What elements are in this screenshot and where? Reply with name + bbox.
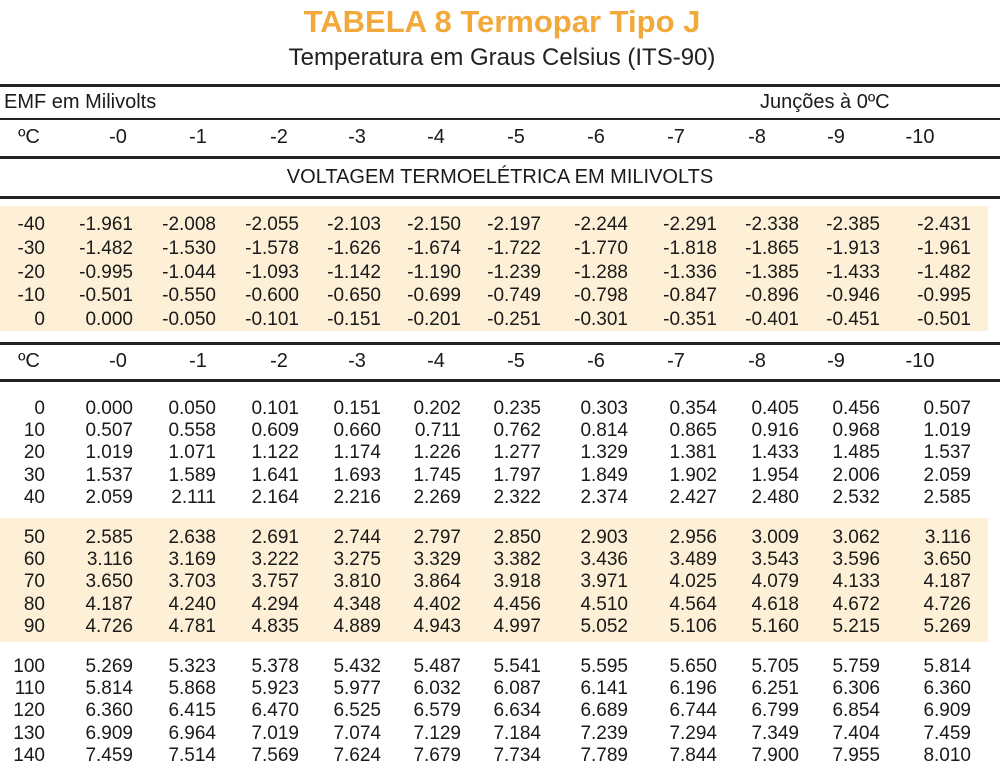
voltage-cell: -0.451 [826,309,880,331]
voltage-cell: 6.415 [168,700,216,722]
voltage-cell: 4.294 [251,593,299,615]
column-header: -0 [109,126,127,148]
voltage-cell: 4.781 [168,615,216,637]
voltage-cell: 3.489 [669,549,717,571]
voltage-cell: -0.600 [245,285,299,307]
voltage-cell: 0.101 [251,398,299,419]
voltage-cell: 2.059 [85,486,133,508]
section-rule [0,196,1000,199]
temperature-cell: 80 [23,593,45,615]
voltage-cell: 7.184 [493,722,541,744]
voltage-cell: 6.909 [923,700,971,722]
temperature-cell: 50 [23,527,45,548]
voltage-cell: -1.578 [245,237,299,259]
voltage-cell: 2.691 [251,527,299,548]
voltage-cell: 3.650 [85,571,133,593]
voltage-cell: 7.294 [669,722,717,744]
voltage-cell: 4.025 [669,571,717,593]
voltage-cell: 5.378 [251,656,299,677]
voltage-cell: 3.009 [751,527,799,548]
voltage-cell: 0.000 [85,398,133,419]
voltage-cell: 0.050 [168,398,216,419]
table-row [0,398,1000,420]
voltage-cell: 5.487 [413,656,461,677]
voltage-cell: 2.480 [751,486,799,508]
voltage-cell: -2.197 [487,214,541,235]
voltage-cell: -1.482 [79,237,133,259]
voltage-cell: 3.810 [333,571,381,593]
voltage-cell: 7.404 [832,722,880,744]
column-header: -2 [270,126,288,148]
voltage-cell: 6.525 [333,700,381,722]
voltage-cell: -1.961 [917,237,971,259]
voltage-cell: 5.432 [333,656,381,677]
voltage-cell: 6.251 [751,678,799,700]
voltage-cell: 5.759 [832,656,880,677]
voltage-cell: 7.955 [832,744,880,766]
voltage-cell: 7.900 [751,744,799,766]
header-rule-3 [0,342,1000,345]
voltage-cell: 7.624 [333,744,381,766]
temperature-cell: 20 [23,442,45,464]
temperature-cell: 10 [23,420,45,442]
voltage-cell: 6.087 [493,678,541,700]
temperature-cell: 0 [34,309,45,331]
voltage-cell: 2.374 [580,486,628,508]
column-header: -6 [587,350,605,372]
voltage-cell: 5.595 [580,656,628,677]
voltage-cell: 4.889 [333,615,381,637]
voltage-cell: -0.798 [574,285,628,307]
voltage-cell: 5.705 [751,656,799,677]
column-header: -3 [348,350,366,372]
voltage-cell: 4.187 [923,571,971,593]
voltage-cell: 1.641 [251,464,299,486]
voltage-cell: 4.564 [669,593,717,615]
voltage-cell: -0.699 [407,285,461,307]
voltage-cell: -1.239 [487,261,541,283]
voltage-cell: 3.971 [580,571,628,593]
temperature-cell: -20 [17,261,45,283]
table-row [0,678,1000,700]
voltage-cell: 6.360 [85,700,133,722]
temperature-cell: 30 [23,464,45,486]
table-row [0,594,1000,616]
table-row [0,616,1000,638]
voltage-cell: -1.722 [487,237,541,259]
column-header: -10 [905,126,935,148]
voltage-cell: 2.744 [333,527,381,548]
voltage-cell: -0.151 [327,309,381,331]
voltage-cell: 1.277 [493,442,541,464]
voltage-cell: 7.789 [580,744,628,766]
voltage-cell: 1.693 [333,464,381,486]
voltage-cell: 4.726 [85,615,133,637]
voltage-cell: 7.074 [333,722,381,744]
column-header: -9 [827,126,845,148]
voltage-cell: 7.844 [669,744,717,766]
voltage-cell: -0.101 [245,309,299,331]
voltage-cell: 1.537 [85,464,133,486]
voltage-cell: 5.541 [493,656,541,677]
voltage-cell: -0.550 [162,285,216,307]
voltage-cell: 0.235 [493,398,541,419]
voltage-cell: 0.303 [580,398,628,419]
voltage-cell: 1.071 [168,442,216,464]
voltage-cell: 0.814 [580,420,628,442]
voltage-cell: -0.749 [487,285,541,307]
column-header: -5 [507,126,525,148]
voltage-cell: 3.329 [413,549,461,571]
voltage-cell: 2.269 [413,486,461,508]
column-header: -8 [748,126,766,148]
voltage-cell: 4.187 [85,593,133,615]
voltage-cell: 7.349 [751,722,799,744]
voltage-cell: -2.431 [917,214,971,235]
voltage-cell: 5.215 [832,615,880,637]
column-header: -1 [189,350,207,372]
table-row [0,309,1000,331]
column-header: -9 [827,350,845,372]
voltage-cell: -2.338 [745,214,799,235]
voltage-cell: 1.745 [413,464,461,486]
voltage-cell: 5.977 [333,678,381,700]
voltage-cell: 0.660 [333,420,381,442]
voltage-cell: 4.618 [751,593,799,615]
voltage-cell: 1.537 [923,442,971,464]
voltage-cell: 3.650 [923,549,971,571]
voltage-cell: -1.865 [745,237,799,259]
voltage-cell: -1.385 [745,261,799,283]
voltage-cell: 6.032 [413,678,461,700]
voltage-cell: 5.106 [669,615,717,637]
voltage-cell: 3.116 [86,549,133,571]
voltage-cell: -0.946 [826,285,880,307]
column-header: -5 [507,350,525,372]
voltage-cell: 6.306 [832,678,880,700]
voltage-cell: 1.381 [669,442,717,464]
voltage-cell: 7.569 [251,744,299,766]
temperature-cell: 110 [14,678,45,700]
voltage-cell: 1.485 [832,442,880,464]
voltage-cell: 2.059 [923,464,971,486]
voltage-cell: 5.323 [168,656,216,677]
voltage-cell: 6.579 [413,700,461,722]
temperature-cell: 60 [23,549,45,571]
temperature-cell: 120 [13,700,45,722]
voltage-cell: 2.903 [580,527,628,548]
voltage-cell: 2.797 [413,527,461,548]
voltage-cell: 7.459 [85,744,133,766]
voltage-cell: 0.151 [333,398,381,419]
voltage-cell: -0.351 [663,309,717,331]
voltage-cell: -1.288 [574,261,628,283]
voltage-cell: 6.854 [832,700,880,722]
voltage-cell: -1.190 [407,261,461,283]
voltage-cell: 4.133 [832,571,880,593]
voltage-cell: 4.943 [413,615,461,637]
voltage-cell: 4.672 [832,593,880,615]
voltage-cell: 2.850 [493,527,541,548]
voltage-cell: 2.956 [669,527,717,548]
temperature-cell: 100 [13,656,45,677]
voltage-cell: 3.757 [251,571,299,593]
voltage-cell: 1.797 [493,464,541,486]
voltage-cell: -0.501 [917,309,971,331]
voltage-cell: 3.062 [832,527,880,548]
temperature-cell: 140 [13,744,45,766]
voltage-cell: 5.814 [85,678,133,700]
voltage-cell: -1.336 [663,261,717,283]
voltage-cell: 2.532 [832,486,880,508]
voltage-cell: 5.269 [923,615,971,637]
table-title: TABELA 8 Termopar Tipo J [303,4,701,39]
voltage-cell: 4.456 [493,593,541,615]
degree-column-header: ºC [18,350,40,372]
voltage-cell: -0.896 [745,285,799,307]
voltage-cell: -2.150 [407,214,461,235]
voltage-cell: 7.459 [923,722,971,744]
voltage-cell: 6.470 [251,700,299,722]
temperature-cell: 0 [34,398,45,419]
column-header: -1 [189,126,207,148]
voltage-cell: 6.964 [168,722,216,744]
voltage-cell: 7.734 [493,744,541,766]
table-row [0,487,1000,509]
voltage-cell: 0.762 [493,420,541,442]
voltage-cell: -0.995 [917,285,971,307]
voltage-cell: 1.433 [751,442,799,464]
column-header-row-1 [0,126,1000,154]
voltage-cell: -1.433 [826,261,880,283]
temperature-cell: -30 [17,237,45,259]
voltage-cell: 2.585 [923,486,971,508]
voltage-cell: 0.405 [751,398,799,419]
voltage-cell: -1.626 [327,237,381,259]
section-title: VOLTAGEM TERMOELÉTRICA EM MILIVOLTS [286,166,714,188]
column-header: -4 [427,350,445,372]
voltage-cell: 0.865 [669,420,717,442]
voltage-cell: 5.814 [923,656,971,677]
voltage-cell: 0.456 [832,398,880,419]
voltage-cell: 3.382 [493,549,541,571]
voltage-cell: 0.711 [414,420,461,442]
voltage-cell: -2.055 [245,214,299,235]
table-row [0,745,1000,767]
header-rule-4 [0,379,1000,382]
voltage-cell: -0.050 [162,309,216,331]
voltage-cell: -1.530 [162,237,216,259]
voltage-cell: 0.507 [85,420,133,442]
voltage-cell: 4.726 [923,593,971,615]
table-row [0,656,1000,678]
voltage-cell: 3.596 [832,549,880,571]
voltage-cell: 4.079 [751,571,799,593]
voltage-cell: -0.650 [327,285,381,307]
voltage-cell: 3.918 [493,571,541,593]
voltage-cell: -1.482 [917,261,971,283]
voltage-cell: 6.141 [580,678,628,700]
voltage-cell: 5.160 [751,615,799,637]
voltage-cell: 6.196 [669,678,717,700]
temperature-cell: 130 [13,722,45,744]
column-header: -6 [587,126,605,148]
column-header: -0 [109,350,127,372]
table-row [0,442,1000,464]
table-row [0,571,1000,593]
voltage-cell: 6.799 [751,700,799,722]
voltage-cell: 3.864 [413,571,461,593]
voltage-cell: 6.634 [493,700,541,722]
table-row [0,285,1000,307]
voltage-cell: 3.703 [168,571,216,593]
voltage-cell: 7.679 [413,744,461,766]
table-row [0,465,1000,487]
emf-label: EMF em Milivolts [4,91,157,113]
voltage-cell: 5.650 [669,656,717,677]
voltage-cell: 7.239 [580,722,628,744]
voltage-cell: -1.674 [407,237,461,259]
table-row [0,700,1000,722]
voltage-cell: 8.010 [923,744,971,766]
voltage-cell: 2.427 [669,486,717,508]
voltage-cell: 5.269 [85,656,133,677]
table-row [0,262,1000,284]
voltage-cell: 0.609 [251,420,299,442]
voltage-cell: 0.916 [751,420,799,442]
voltage-cell: 4.240 [168,593,216,615]
voltage-cell: 7.019 [251,722,299,744]
temperature-cell: 90 [23,615,45,637]
voltage-cell: 4.348 [333,593,381,615]
voltage-cell: -2.244 [574,214,628,235]
voltage-cell: 0.558 [168,420,216,442]
voltage-cell: 6.689 [580,700,628,722]
voltage-cell: 2.006 [832,464,880,486]
voltage-cell: 0.507 [923,398,971,419]
voltage-cell: 5.868 [168,678,216,700]
voltage-cell: 1.226 [413,442,461,464]
temperature-cell: 70 [23,571,45,593]
voltage-cell: 2.322 [493,486,541,508]
column-header: -4 [427,126,445,148]
column-header: -10 [905,350,935,372]
voltage-cell: -0.995 [79,261,133,283]
voltage-cell: 1.954 [751,464,799,486]
table-row [0,527,1000,549]
voltage-cell: 1.019 [923,420,971,442]
temperature-cell: -40 [17,214,45,235]
table-row [0,549,1000,571]
voltage-cell: 5.923 [251,678,299,700]
top-rule [0,84,1000,87]
voltage-cell: -0.251 [487,309,541,331]
temperature-cell: -10 [17,285,45,307]
voltage-cell: -1.913 [826,237,880,259]
voltage-cell: 3.169 [168,549,216,571]
voltage-cell: 0.968 [832,420,880,442]
column-header: -2 [270,350,288,372]
voltage-cell: -1.044 [162,261,216,283]
column-header: -7 [667,126,685,148]
voltage-cell: 6.360 [923,678,971,700]
voltage-cell: -2.291 [663,214,717,235]
voltage-cell: 0.202 [413,398,461,419]
voltage-cell: 4.510 [580,593,628,615]
voltage-cell: -1.818 [663,237,717,259]
voltage-cell: 1.902 [669,464,717,486]
table-row [0,214,1000,236]
voltage-cell: 2.164 [251,486,299,508]
voltage-cell: 0.354 [669,398,717,419]
voltage-cell: 3.436 [580,549,628,571]
voltage-cell: -0.401 [745,309,799,331]
voltage-cell: 0.000 [85,309,133,331]
voltage-cell: 1.589 [168,464,216,486]
voltage-cell: 6.744 [669,700,717,722]
voltage-cell: -2.008 [162,214,216,235]
voltage-cell: 2.585 [85,527,133,548]
voltage-cell: -1.961 [79,214,133,235]
voltage-cell: 2.216 [333,486,381,508]
table-row [0,723,1000,745]
table-subtitle: Temperatura em Graus Celsius (ITS-90) [288,44,716,71]
voltage-cell: 4.835 [251,615,299,637]
voltage-cell: 4.997 [493,615,541,637]
table-row [0,238,1000,260]
junction-label: Junções à 0ºC [760,91,890,113]
voltage-cell: 3.222 [251,549,299,571]
voltage-cell: 5.052 [580,615,628,637]
voltage-cell: 3.543 [751,549,799,571]
voltage-cell: 3.275 [333,549,381,571]
voltage-cell: 2.111 [171,486,216,508]
voltage-cell: 6.909 [85,722,133,744]
voltage-cell: 3.116 [924,527,971,548]
voltage-cell: -0.501 [79,285,133,307]
voltage-cell: 7.129 [413,722,461,744]
column-header: -3 [348,126,366,148]
voltage-cell: -0.201 [407,309,461,331]
degree-column-header: ºC [18,126,40,148]
column-header: -8 [748,350,766,372]
voltage-cell: 1.329 [580,442,628,464]
voltage-cell: 7.514 [168,744,216,766]
column-header-row-2 [0,350,1000,378]
voltage-cell: -1.093 [245,261,299,283]
voltage-cell: -0.301 [574,309,628,331]
voltage-cell: -2.385 [826,214,880,235]
voltage-cell: 2.638 [168,527,216,548]
temperature-cell: 40 [23,486,45,508]
table-row [0,420,1000,442]
voltage-cell: -1.770 [574,237,628,259]
voltage-cell: -1.142 [327,261,381,283]
header-rule-1 [0,118,1000,120]
voltage-cell: 4.402 [413,593,461,615]
header-rule-2 [0,156,1000,159]
voltage-cell: 1.019 [85,442,133,464]
voltage-cell: 1.122 [251,442,299,464]
voltage-cell: -0.847 [663,285,717,307]
voltage-cell: -2.103 [327,214,381,235]
voltage-cell: 1.849 [580,464,628,486]
column-header: -7 [667,350,685,372]
voltage-cell: 1.174 [333,442,381,464]
